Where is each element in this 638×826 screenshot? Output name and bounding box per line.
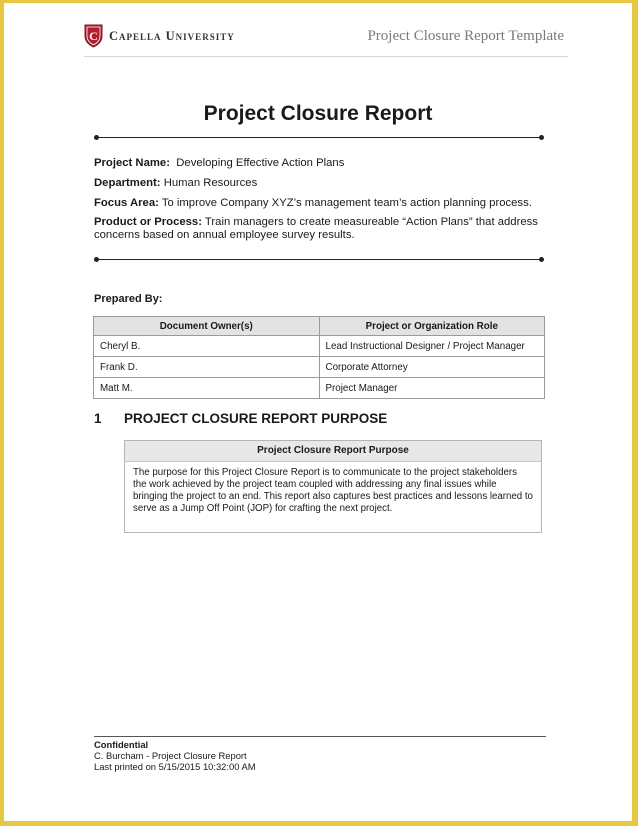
section-number: 1 xyxy=(94,411,102,426)
table-row xyxy=(94,336,545,357)
owner-cell: Cheryl B. xyxy=(94,336,320,357)
purpose-box-title: Project Closure Report Purpose xyxy=(125,441,541,462)
purpose-box-text: The purpose for this Project Closure Report is to communicate to the project stakeholders the work achieved by the project team coupled with addressing any final issues while bringing the project to an end. This report also captures best practices and lessons learned to serve as a Jump Off Point (JOP) for crafting the next project. xyxy=(133,467,533,514)
footer-divider xyxy=(94,736,546,737)
column-header: Project or Organization Role xyxy=(319,317,545,336)
table-row xyxy=(94,357,545,378)
department-line xyxy=(94,177,546,190)
project-name-line xyxy=(94,157,546,170)
role-cell: Corporate Attorney xyxy=(319,357,545,378)
table-header-row xyxy=(94,317,545,336)
shield-icon xyxy=(84,24,103,48)
title-divider xyxy=(94,135,544,141)
confidential-label: Confidential xyxy=(94,739,149,750)
header-divider xyxy=(84,56,568,57)
department-value: Human Resources xyxy=(163,177,258,189)
university-logo xyxy=(84,24,235,48)
document-page xyxy=(4,3,632,821)
owner-cell: Frank D. xyxy=(94,357,320,378)
page-footer xyxy=(94,739,256,772)
column-header: Document Owner(s) xyxy=(94,317,320,336)
footer-author: C. Burcham - Project Closure Report xyxy=(94,750,247,761)
purpose-box xyxy=(124,440,542,533)
product-line xyxy=(94,216,546,242)
focus-area-line xyxy=(94,197,546,210)
document-owners-table xyxy=(93,316,545,399)
template-title: Project Closure Report Template xyxy=(367,28,564,44)
section-heading xyxy=(94,411,387,426)
focus-area-value: To improve Company XYZ’s management team’s action planning process. xyxy=(161,197,532,209)
project-name-value: Developing Effective Action Plans xyxy=(176,157,345,169)
project-name-label: Project Name: xyxy=(94,157,170,169)
report-title: Project Closure Report xyxy=(203,102,433,125)
info-divider xyxy=(94,257,544,263)
product-label: Product or Process: xyxy=(94,216,202,228)
product-value: Train managers to create measureable “Action Plans” that address concerns based on annual employee survey results. xyxy=(94,216,538,241)
prepared-by-label: Prepared By: xyxy=(94,293,163,305)
university-name: Capella University xyxy=(109,28,235,43)
department-label: Department: xyxy=(94,177,161,189)
section-title: PROJECT CLOSURE REPORT PURPOSE xyxy=(124,411,388,426)
focus-area-label: Focus Area: xyxy=(94,197,159,209)
footer-printed: Last printed on 5/15/2015 10:32:00 AM xyxy=(94,761,256,772)
role-cell: Project Manager xyxy=(319,378,545,399)
owner-cell: Matt M. xyxy=(94,378,320,399)
role-cell: Lead Instructional Designer / Project Manager xyxy=(319,336,545,357)
svg-text:C: C xyxy=(89,29,98,43)
table-row xyxy=(94,378,545,399)
